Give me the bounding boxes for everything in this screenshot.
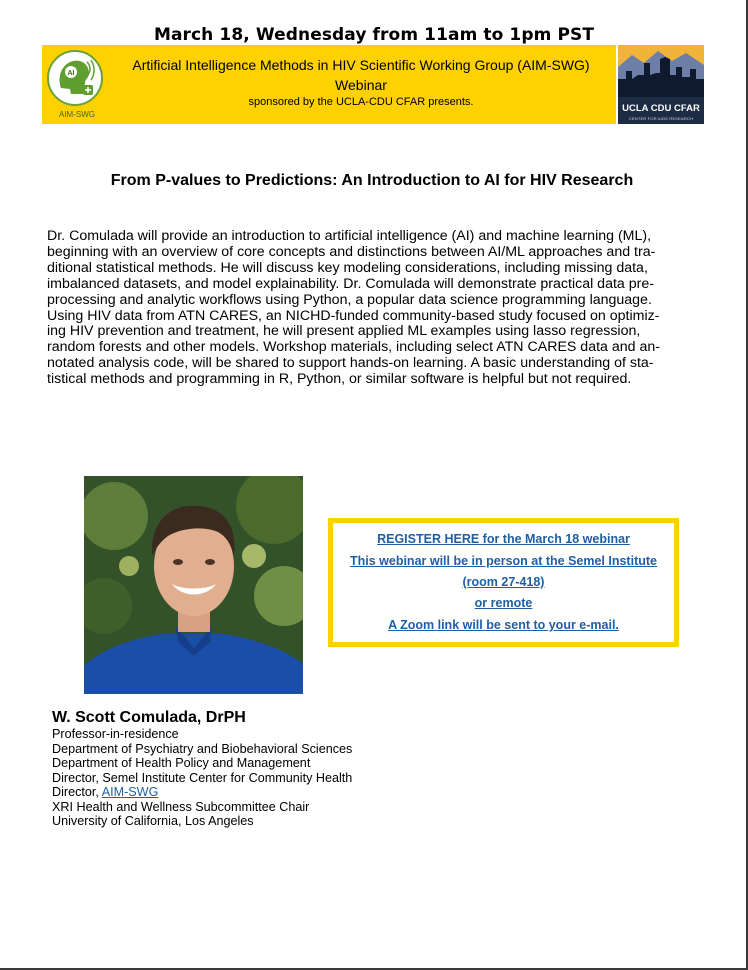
event-date-heading: March 18, Wednesday from 11am to 1pm PST (153, 25, 595, 45)
speaker-portrait-icon (84, 476, 303, 694)
speaker-affiliations (52, 727, 352, 829)
speaker-title (52, 785, 352, 800)
aim-swg-logo-icon (47, 48, 103, 108)
description-line: ing HIV prevention and treatment, he will present applied ML examples using lasso regression, (47, 323, 641, 340)
room-number-link[interactable]: (room 27-418) (462, 575, 545, 589)
banner-sponsor: sponsored by the UCLA-CDU CFAR presents. (248, 96, 474, 108)
speaker-title: XRI Health and Wellness Subcommittee Chair (52, 799, 310, 814)
speaker-title: Professor-in-residence (52, 727, 179, 741)
speaker-name: W. Scott Comulada, DrPH (52, 709, 246, 726)
zoom-link-notice[interactable]: A Zoom link will be sent to your e-mail. (388, 618, 619, 632)
cfar-logo-subtitle: CENTER FOR AIDS RESEARCH (628, 116, 694, 121)
speaker-title-prefix: Director, (52, 785, 102, 799)
description-line: Using HIV data from ATN CARES, an NICHD-funded community-based study focused on optimiz- (47, 307, 660, 324)
description-line: processing and analytic workflows using Python, a popular data science programming language. (47, 291, 652, 308)
aim-swg-logo-label: AIM-SWG (59, 110, 95, 119)
description-line: random forests and other models. Workshop materials, including select ATN CARES data and an- (47, 339, 660, 356)
speaker-title: Department of Psychiatry and Biobehavioral Sciences (52, 741, 353, 756)
remote-option-link[interactable]: or remote (474, 596, 533, 610)
description-line: notated analysis code, will be shared to support hands-on learning. A basic understanding of sta- (47, 355, 654, 372)
description-line: beginning with an overview of core concepts and distinctions between AI/ML approaches and tra- (47, 243, 656, 260)
cfar-logo-title: UCLA CDU CFAR (622, 103, 700, 114)
in-person-location-link[interactable]: This webinar will be in person at the Semel Institute (349, 554, 657, 568)
description-line: tistical methods and programming in R, Python, or similar software is helpful but not required. (47, 371, 632, 388)
banner-event-type: Webinar (335, 77, 387, 93)
description-line: Dr. Comulada will provide an introduction to artificial intelligence (AI) and machine learning (ML), (47, 228, 652, 244)
ucla-cdu-cfar-logo (618, 45, 704, 124)
speaker-title: Director, Semel Institute Center for Community Health (52, 770, 353, 785)
aim-swg-link[interactable]: AIM-SWG (101, 785, 159, 799)
register-link[interactable]: REGISTER HERE for the March 18 webinar (377, 532, 630, 546)
description-line: imbalanced datasets, and model explainability. Dr. Comulada will demonstrate practical data pre- (47, 275, 654, 292)
talk-title: From P-values to Predictions: An Introduction to AI for HIV Research (110, 172, 634, 189)
talk-description (47, 229, 687, 388)
speaker-title: University of California, Los Angeles (52, 814, 254, 828)
registration-box (328, 518, 679, 647)
speaker-title: Department of Health Policy and Management (52, 756, 311, 770)
description-line: ditional statistical methods. He will discuss key modeling considerations, including missing data, (47, 259, 648, 276)
banner-group-name: Artificial Intelligence Methods in HIV Scientific Working Group (AIM-SWG) (132, 57, 590, 73)
event-banner (42, 45, 616, 124)
svg-text:AI: AI (67, 70, 75, 77)
speaker-photo (84, 476, 303, 694)
